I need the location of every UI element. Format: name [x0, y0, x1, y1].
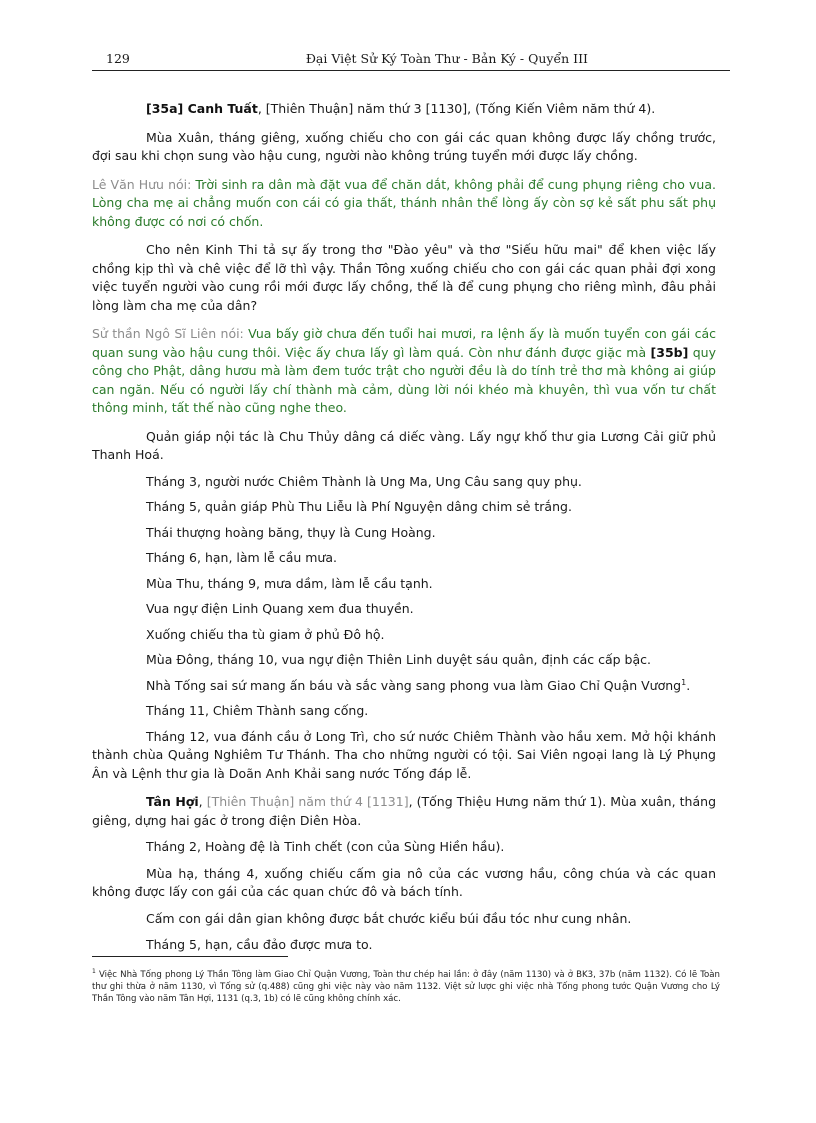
- entry-tag: Tân Hợi: [146, 794, 199, 809]
- page-header: [92, 50, 730, 71]
- paragraph: Mùa Xuân, tháng giêng, xuống chiếu cho con gái các quan không được lấy chồng trước, đợi sau khi chọn sung vào hậu cung, người nào không trúng tuyển mới được lấy chồng.: [92, 129, 716, 163]
- event-line: Mùa Đông, tháng 10, vua ngự điện Thiên Linh duyệt sáu quân, định các cấp bậc.: [146, 652, 651, 667]
- quote-le-van-huu: Lê Văn Hưu nói: Trời sinh ra dân mà đặt vua để chăn dắt, không phải để cung phụng riêng cho vua. Lòng cha mẹ ai chẳng muốn con cái có gia thất, thánh nhân thể lòng ấy còn sợ kẻ sất phu sất phụ không được có nơi có chốn.: [92, 176, 716, 229]
- event-line: Vua ngự điện Linh Quang xem đua thuyền.: [146, 601, 414, 616]
- page-number: 129: [106, 51, 130, 66]
- paragraph: Quản giáp nội tác là Chu Thủy dâng cá diếc vàng. Lấy ngự khố thư gia Lương Cải giữ phủ Thanh Hoá.: [92, 428, 716, 462]
- quote-ngo-si-lien: Sử thần Ngô Sĩ Liên nói: Vua bấy giờ chưa đến tuổi hai mươi, ra lệnh ấy là muốn tuyển con gái các quan sung vào hậu cung thôi. Việc ấy chưa lấy gì làm quá. Còn như đánh được giặc mà [35b] quy công cho Phật, dâng hươu mà làm đem tước trật cho người đều là do tính trẻ thơ mà không ai giúp can ngăn. Nếu có người lấy chí thành mà cảm, dùng lời nói khéo mà khuyên, thì vua vốn tư chất thông minh, tất thế nào cũng nghe theo.: [92, 326, 716, 415]
- event-line: Tháng 6, hạn, làm lễ cầu mưa.: [146, 550, 337, 565]
- paragraph-song-envoy: Nhà Tống sai sứ mang ấn báu và sắc vàng sang phong vua làm Giao Chỉ Quận Vương$^1$.: [146, 677, 691, 693]
- paragraph: Mùa hạ, tháng 4, xuống chiếu cấm gia nô của các vương hầu, công chúa và các quan không được lấy con gái của các quan chức đô và bách tính.: [92, 865, 716, 899]
- event-line: Tháng 3, người nước Chiêm Thành là Ung Ma, Ung Câu sang quy phụ.: [146, 473, 582, 489]
- event-line: Tháng 2, Hoàng đệ là Tinh chết (con của Sùng Hiền hầu).: [146, 839, 505, 854]
- page-body: [92, 100, 716, 955]
- event-line: Mùa Thu, tháng 9, mưa dầm, làm lễ cầu tạnh.: [146, 575, 433, 591]
- entry-tag: [35a] Canh Tuất: [146, 101, 258, 116]
- footnote-divider: [92, 956, 288, 957]
- event-line: Tháng 5, hạn, cầu đảo được mưa to.: [146, 937, 373, 952]
- paragraph: Cho nên Kinh Thi tả sự ấy trong thơ "Đào yêu" và thơ "Siếu hữu mai" để khen việc lấy chồng kịp thì và chê việc để lỡ thì vậy. Thần Tông xuống chiếu cho con gái các quan phải đợi xong việc tuyển người vào cung rồi mới được lấy chồng, thế là để cung phụng cho riêng mình, đâu phải lòng làm cha mẹ của dân?: [92, 242, 716, 313]
- entry-heading: [35a] Canh Tuất, [Thiên Thuận] năm thứ 3 [1130], (Tống Kiến Viêm năm thứ 4).: [146, 101, 656, 116]
- quote-speaker: Sử thần Ngô Sĩ Liên nói:: [92, 326, 249, 341]
- footnote: [92, 969, 720, 1005]
- event-line: Thái thượng hoàng băng, thụy là Cung Hoàng.: [146, 524, 436, 540]
- page-marker: [35b]: [650, 344, 689, 360]
- paragraph: Tháng 12, vua đánh cầu ở Long Trì, cho sứ nước Chiêm Thành vào hầu xem. Mở hội khánh thành chùa Quảng Nghiêm Tư Thánh. Tha cho những người có tội. Sai Viên ngoại lang là Lý Phụng Ân và Lệnh thư gia là Doãn Anh Khải sang nước Tống đáp lễ.: [92, 728, 716, 781]
- event-line: Cấm con gái dân gian không được bắt chước kiểu búi đầu tóc như cung nhân.: [146, 910, 632, 926]
- event-line: Tháng 5, quản giáp Phù Thu Liễu là Phí Nguyện dâng chim sẻ trắng.: [146, 499, 572, 514]
- footnote-text: Việc Nhà Tống phong Lý Thần Tông làm Giao Chỉ Quận Vương, Toàn thư chép hai lần: ở đây (năm 1130) và ở BK3, 37b (năm 1132). Có lẽ Toàn thư ghi thừa ở năm 1130, vì Tống sử (q.488) cũng ghi việc này vào năm 1132. Việt sử lược ghi việc nhà Tống phong tước Quận Vương cho Lý Thần Tông vào năm Tân Hợi, 1131 (q.3, 1b) có lẽ cũng không chính xác.: [92, 970, 720, 1004]
- running-title: Đại Việt Sử Ký Toàn Thư - Bản Ký - Quyển III: [305, 51, 588, 66]
- footnote-number: 1: [92, 968, 96, 976]
- footnote-ref[interactable]: 1: [681, 677, 687, 687]
- entry-heading: Tân Hợi, [Thiên Thuận] năm thứ 4 [1131], (Tống Thiệu Hưng năm thứ 1). Mùa xuân, tháng giêng, dựng hai gác ở trong điện Diên Hòa.: [92, 794, 716, 828]
- quote-speaker: Lê Văn Hưu nói:: [92, 176, 196, 192]
- event-line: Xuống chiếu tha tù giam ở phủ Đô hộ.: [146, 626, 385, 642]
- event-line: Tháng 11, Chiêm Thành sang cống.: [146, 703, 369, 718]
